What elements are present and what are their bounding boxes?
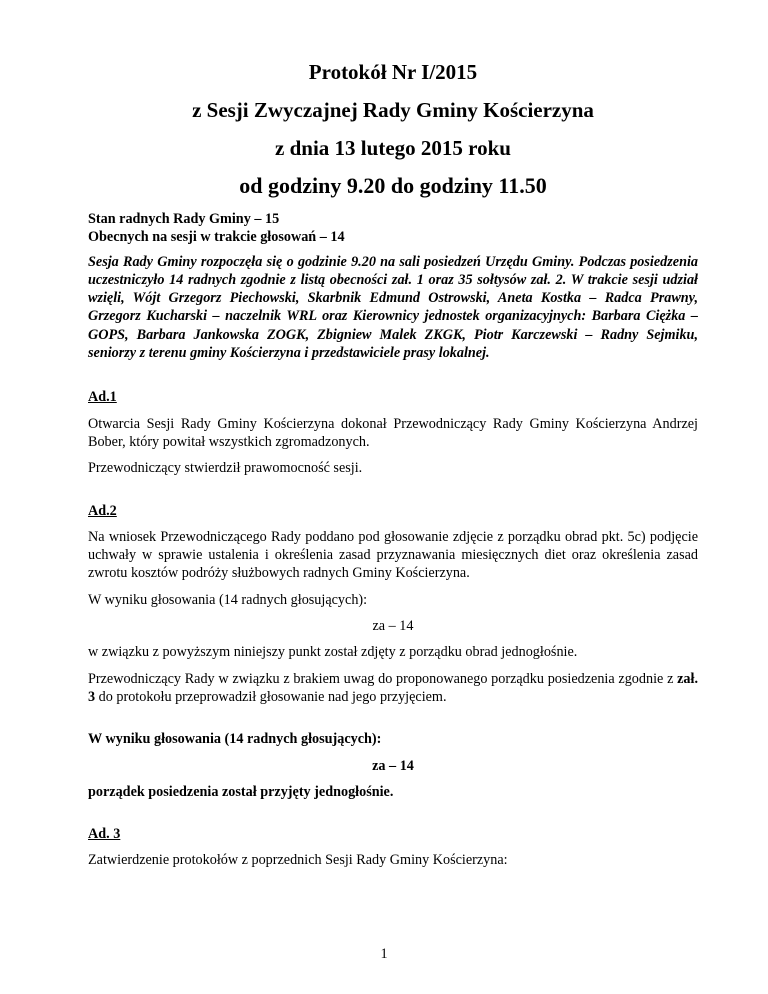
- ad2-vote2-result: za – 14: [372, 757, 414, 774]
- ad2-attachment-ref: zał. 3: [88, 670, 698, 705]
- session-date: z dnia 13 lutego 2015 roku: [275, 136, 511, 160]
- ad2-agenda-text-before: Przewodniczący Rady w związku z brakiem uwag do proponowanego porządku posiedzenia zgodnie z: [88, 670, 678, 687]
- ad2-vote2-outcome: porządek posiedzenia został przyjęty jednogłośnie.: [88, 783, 394, 800]
- ad2-vote2-intro: W wyniku głosowania (14 radnych głosujących):: [88, 731, 382, 748]
- ad2-paragraph: Na wniosek Przewodniczącego Rady poddano pod głosowanie zdjęcie z porządku obrad pkt. 5c) podjęcie uchwały w sprawie ustalenia i określenia zasad przyznawania miesięcznych diet oraz określenia zasad zwrotu kosztów podróży służbowych radnych Gminy Kościerzyna.: [88, 528, 698, 582]
- protocol-title: Protokół Nr I/2015: [308, 60, 478, 84]
- page-number: 1: [380, 946, 388, 962]
- ad2-heading: Ad.2: [88, 502, 117, 519]
- ad3-paragraph: Zatwierdzenie protokołów z poprzednich Sesji Rady Gminy Kościerzyna:: [88, 852, 508, 869]
- councillors-count: Stan radnych Rady Gminy – 15: [88, 211, 280, 227]
- ad2-vote1-result: za – 14: [372, 618, 414, 635]
- attendance-count: Obecnych na sesji w trakcie głosowań – 14: [88, 229, 345, 246]
- ad1-heading: Ad.1: [88, 389, 117, 406]
- ad3-heading: Ad. 3: [88, 826, 121, 843]
- ad1-paragraph: Otwarcia Sesji Rady Gminy Kościerzyna dokonał Przewodniczący Rady Gminy Kościerzyna Andrzej Bober, który powitał wszystkich zgromadzonych.: [88, 415, 698, 450]
- ad2-vote1-outcome: w związku z powyższym niniejszy punkt został zdjęty z porządku obrad jednogłośnie.: [88, 644, 578, 661]
- intro-paragraph: Sesja Rady Gminy rozpoczęła się o godzinie 9.20 na sali posiedzeń Urzędu Gminy. Podczas posiedzenia uczestniczyło 14 radnych zgodnie z listą obecności zał. 1 oraz 35 sołtysów zał. 2. W trakcie sesji udział wzięli, Wójt Grzegorz Piechowski, Skarbnik Edmund Ostrowski, Aneta Kostka – Radca Prawny, Grzegorz Kucharski – naczelnik WRL oraz Kierownicy jednostek organizacyjnych: Barbara Ciężka – GOPS, Barbara Jankowska ZOGK, Zbigniew Malek ZKGK, Piotr Karczewski – Radny Sejmiku, seniorzy z terenu gminy Kościerzyna i przedstawiciele prasy lokalnej.: [88, 253, 698, 362]
- document-page: [88, 58, 698, 870]
- ad2-agenda-paragraph: [88, 670, 698, 707]
- ad1-validity: Przewodniczący stwierdził prawomocność sesji.: [88, 460, 363, 477]
- session-title: z Sesji Zwyczajnej Rady Gminy Kościerzyna: [192, 98, 594, 122]
- ad2-agenda-text-after: do protokołu przeprowadził głosowanie nad jego przyjęciem.: [95, 688, 447, 705]
- ad2-vote1-intro: W wyniku głosowania (14 radnych głosujących):: [88, 591, 368, 608]
- session-hours: od godziny 9.20 do godziny 11.50: [239, 173, 547, 198]
